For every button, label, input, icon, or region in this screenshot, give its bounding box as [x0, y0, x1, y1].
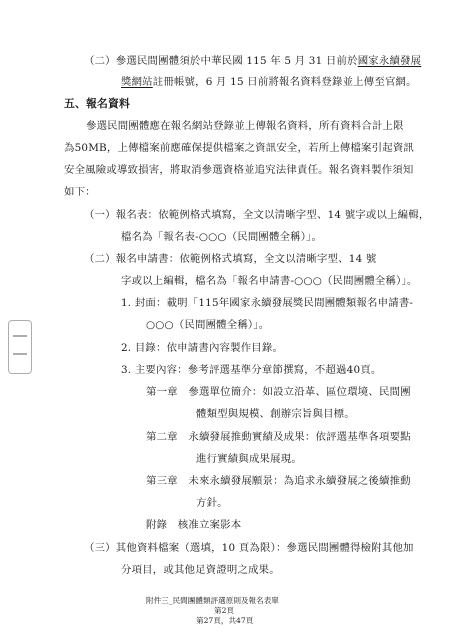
- text-line: ○○○（民間團體全稱）」。: [146, 319, 270, 331]
- text-line: 安全風險或導致損害，將取消參選資格並追究法律責任。報名資料製作須知: [64, 164, 414, 176]
- text-line: 為50MB，上傳檔案前應確保提供檔案之資訊安全，若所上傳檔案引起資訊: [64, 142, 415, 154]
- text-line: 1. 封面：載明「115年國家永續發展獎民間團體類報名申請書-: [121, 297, 414, 309]
- text-line: 如下：: [64, 186, 96, 198]
- text-line: 第二章 永續發展推動實績及成果：依評選基準各項要點: [146, 431, 411, 443]
- text-line: 進行實績與成果展現。: [196, 453, 302, 465]
- text-line: 2. 目錄：依申請書內容製作目錄。: [121, 342, 284, 354]
- text-line: 第三章 未來永續發展願景：為追求永續發展之後續推動: [146, 475, 411, 487]
- text-line: （三）其他資料檔案（選填，10 頁為限）：參選民間團體得檢附其他加: [84, 542, 414, 554]
- text-line: 3. 主要內容：參考評選基準分章節撰寫，不超過40頁。: [121, 364, 382, 376]
- text-line: 附錄 核准立案影本: [146, 519, 242, 531]
- text-line: 體類型與規模、創辦宗旨與目標。: [196, 408, 355, 420]
- seal-stamp-icon: [8, 320, 32, 374]
- text-line: 檔名為「報名表-○○○（民間團體全稱）」。: [121, 231, 323, 243]
- footer-page-total: 第27頁，共47頁: [196, 616, 254, 625]
- text-line: （二）參選民間團體須於中華民國 115 年 5 月 31 日前於國家永續發展: [84, 55, 422, 67]
- text-line: （二）報名申請書：依範例格式填寫，全文以清晰字型、14 號: [84, 253, 377, 265]
- text-line: 字或以上編輯，檔名為「報名申請書-○○○（民間團體全稱）」。: [121, 275, 418, 287]
- text-line: 方針。: [196, 497, 228, 509]
- footer-page-local: 第2頁: [214, 606, 235, 615]
- award-website-link-cont[interactable]: 獎網站: [121, 76, 153, 88]
- award-website-link[interactable]: 國家永續發展: [357, 55, 422, 67]
- text-line: 參選民間團體應在報名網站登錄並上傳報名資料，所有資料合計上限: [86, 120, 404, 132]
- footer-title: 附件三_民間團體類評選原則及報名表單: [146, 596, 279, 605]
- section-heading: 五、報名資料: [64, 97, 130, 110]
- text-line: （一）報名表：依範例格式填寫，全文以清晰字型、14 號字或以上編輯，: [84, 209, 430, 221]
- text-line: 第一章 參選單位簡介：如設立沿革、區位環境、民間團: [146, 386, 411, 398]
- text-line: 獎網站註冊帳號，6 月 15 日前將報名資料登錄並上傳至官網。: [121, 76, 417, 88]
- text-line: 分項目，或其他足資證明之成果。: [121, 564, 280, 576]
